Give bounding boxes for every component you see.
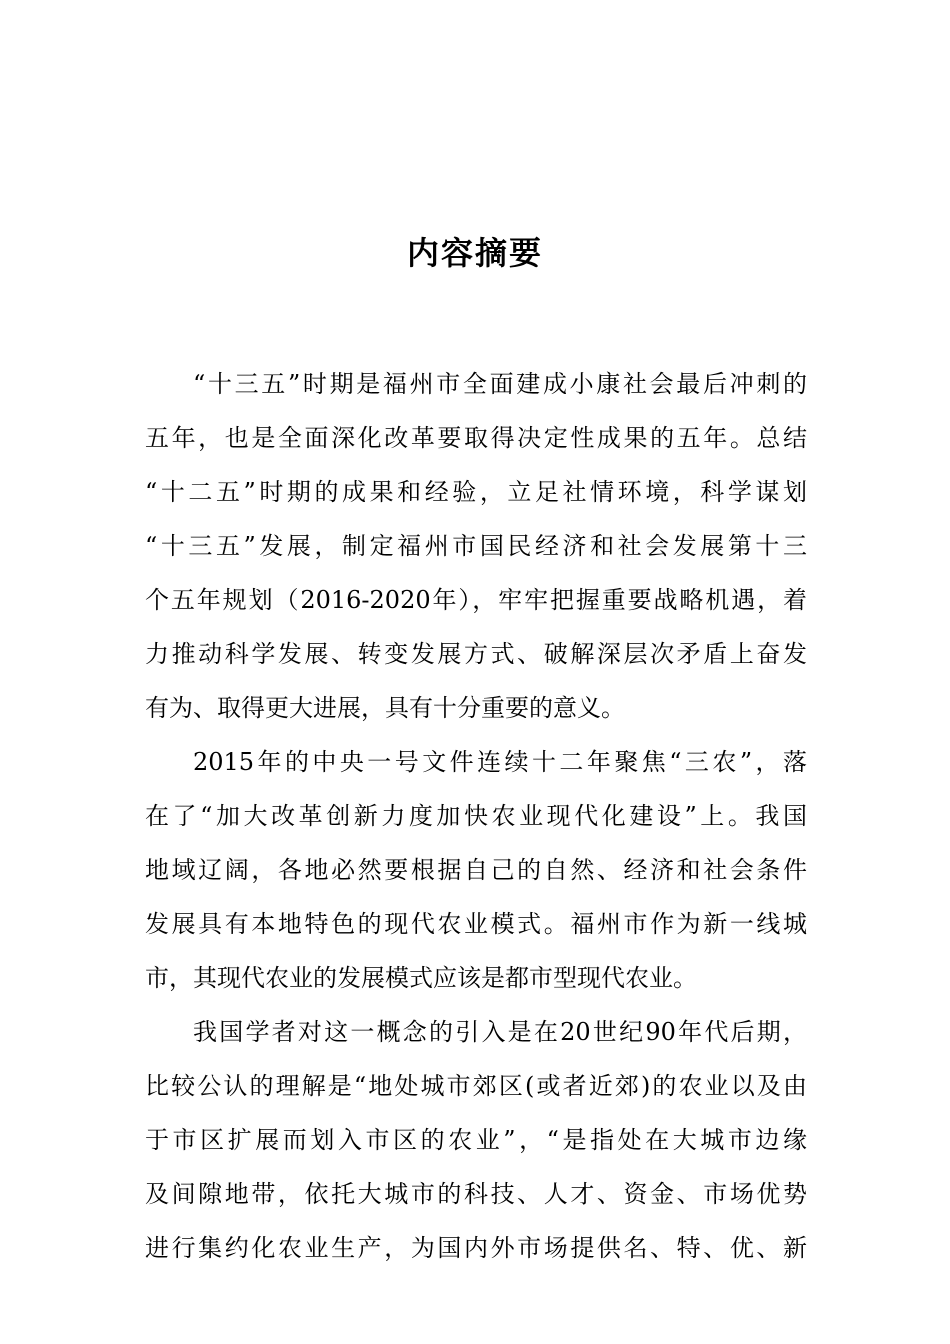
paragraph-1-line-6: 力推动科学发展、转变发展方式、破解深层次矛盾上奋发 <box>145 640 807 668</box>
paragraph-1-line-2: 五年，也是全面深化改革要取得决定性成果的五年。总结 <box>145 424 807 452</box>
paragraph-2-line-4: 发展具有本地特色的现代农业模式。福州市作为新一线城 <box>145 910 807 938</box>
paragraph-1-line-1: “十三五”时期是福州市全面建成小康社会最后冲刺的 <box>193 370 807 398</box>
paragraph-1-line-4: “十三五”发展，制定福州市国民经济和社会发展第十三 <box>145 532 807 560</box>
paragraph-3-line-2: 比较公认的理解是“地处城市郊区(或者近郊)的农业以及由 <box>145 1072 807 1100</box>
paragraph-3-line-1: 我国学者对这一概念的引入是在20世纪90年代后期， <box>193 1018 807 1046</box>
paragraph-3-line-4: 及间隙地带，依托大城市的科技、人才、资金、市场优势 <box>145 1180 807 1208</box>
paragraph-1-line-7: 有为、取得更大进展，具有十分重要的意义。 <box>145 694 625 722</box>
paragraph-1-line-3: “十二五”时期的成果和经验，立足社情环境，科学谋划 <box>145 478 807 506</box>
paragraph-3-line-5: 进行集约化农业生产，为国内外市场提供名、特、优、新 <box>145 1234 807 1262</box>
paragraph-2-line-1: 2015年的中央一号文件连续十二年聚焦“三农”，落 <box>193 748 807 776</box>
abstract-body <box>145 357 807 1275</box>
paragraph-2-line-3: 地域辽阔，各地必然要根据自己的自然、经济和社会条件 <box>145 856 807 884</box>
paragraph-3-line-3: 于市区扩展而划入市区的农业”，“是指处在大城市边缘 <box>145 1126 807 1154</box>
page-title: 内容摘要 <box>406 234 543 272</box>
paragraph-2-line-2: 在了“加大改革创新力度加快农业现代化建设”上。我国 <box>145 802 807 830</box>
paragraph-2-line-5: 市，其现代农业的发展模式应该是都市型现代农业。 <box>145 964 697 992</box>
paragraph-1-line-5: 个五年规划（2016-2020年），牢牢把握重要战略机遇，着 <box>145 586 807 614</box>
